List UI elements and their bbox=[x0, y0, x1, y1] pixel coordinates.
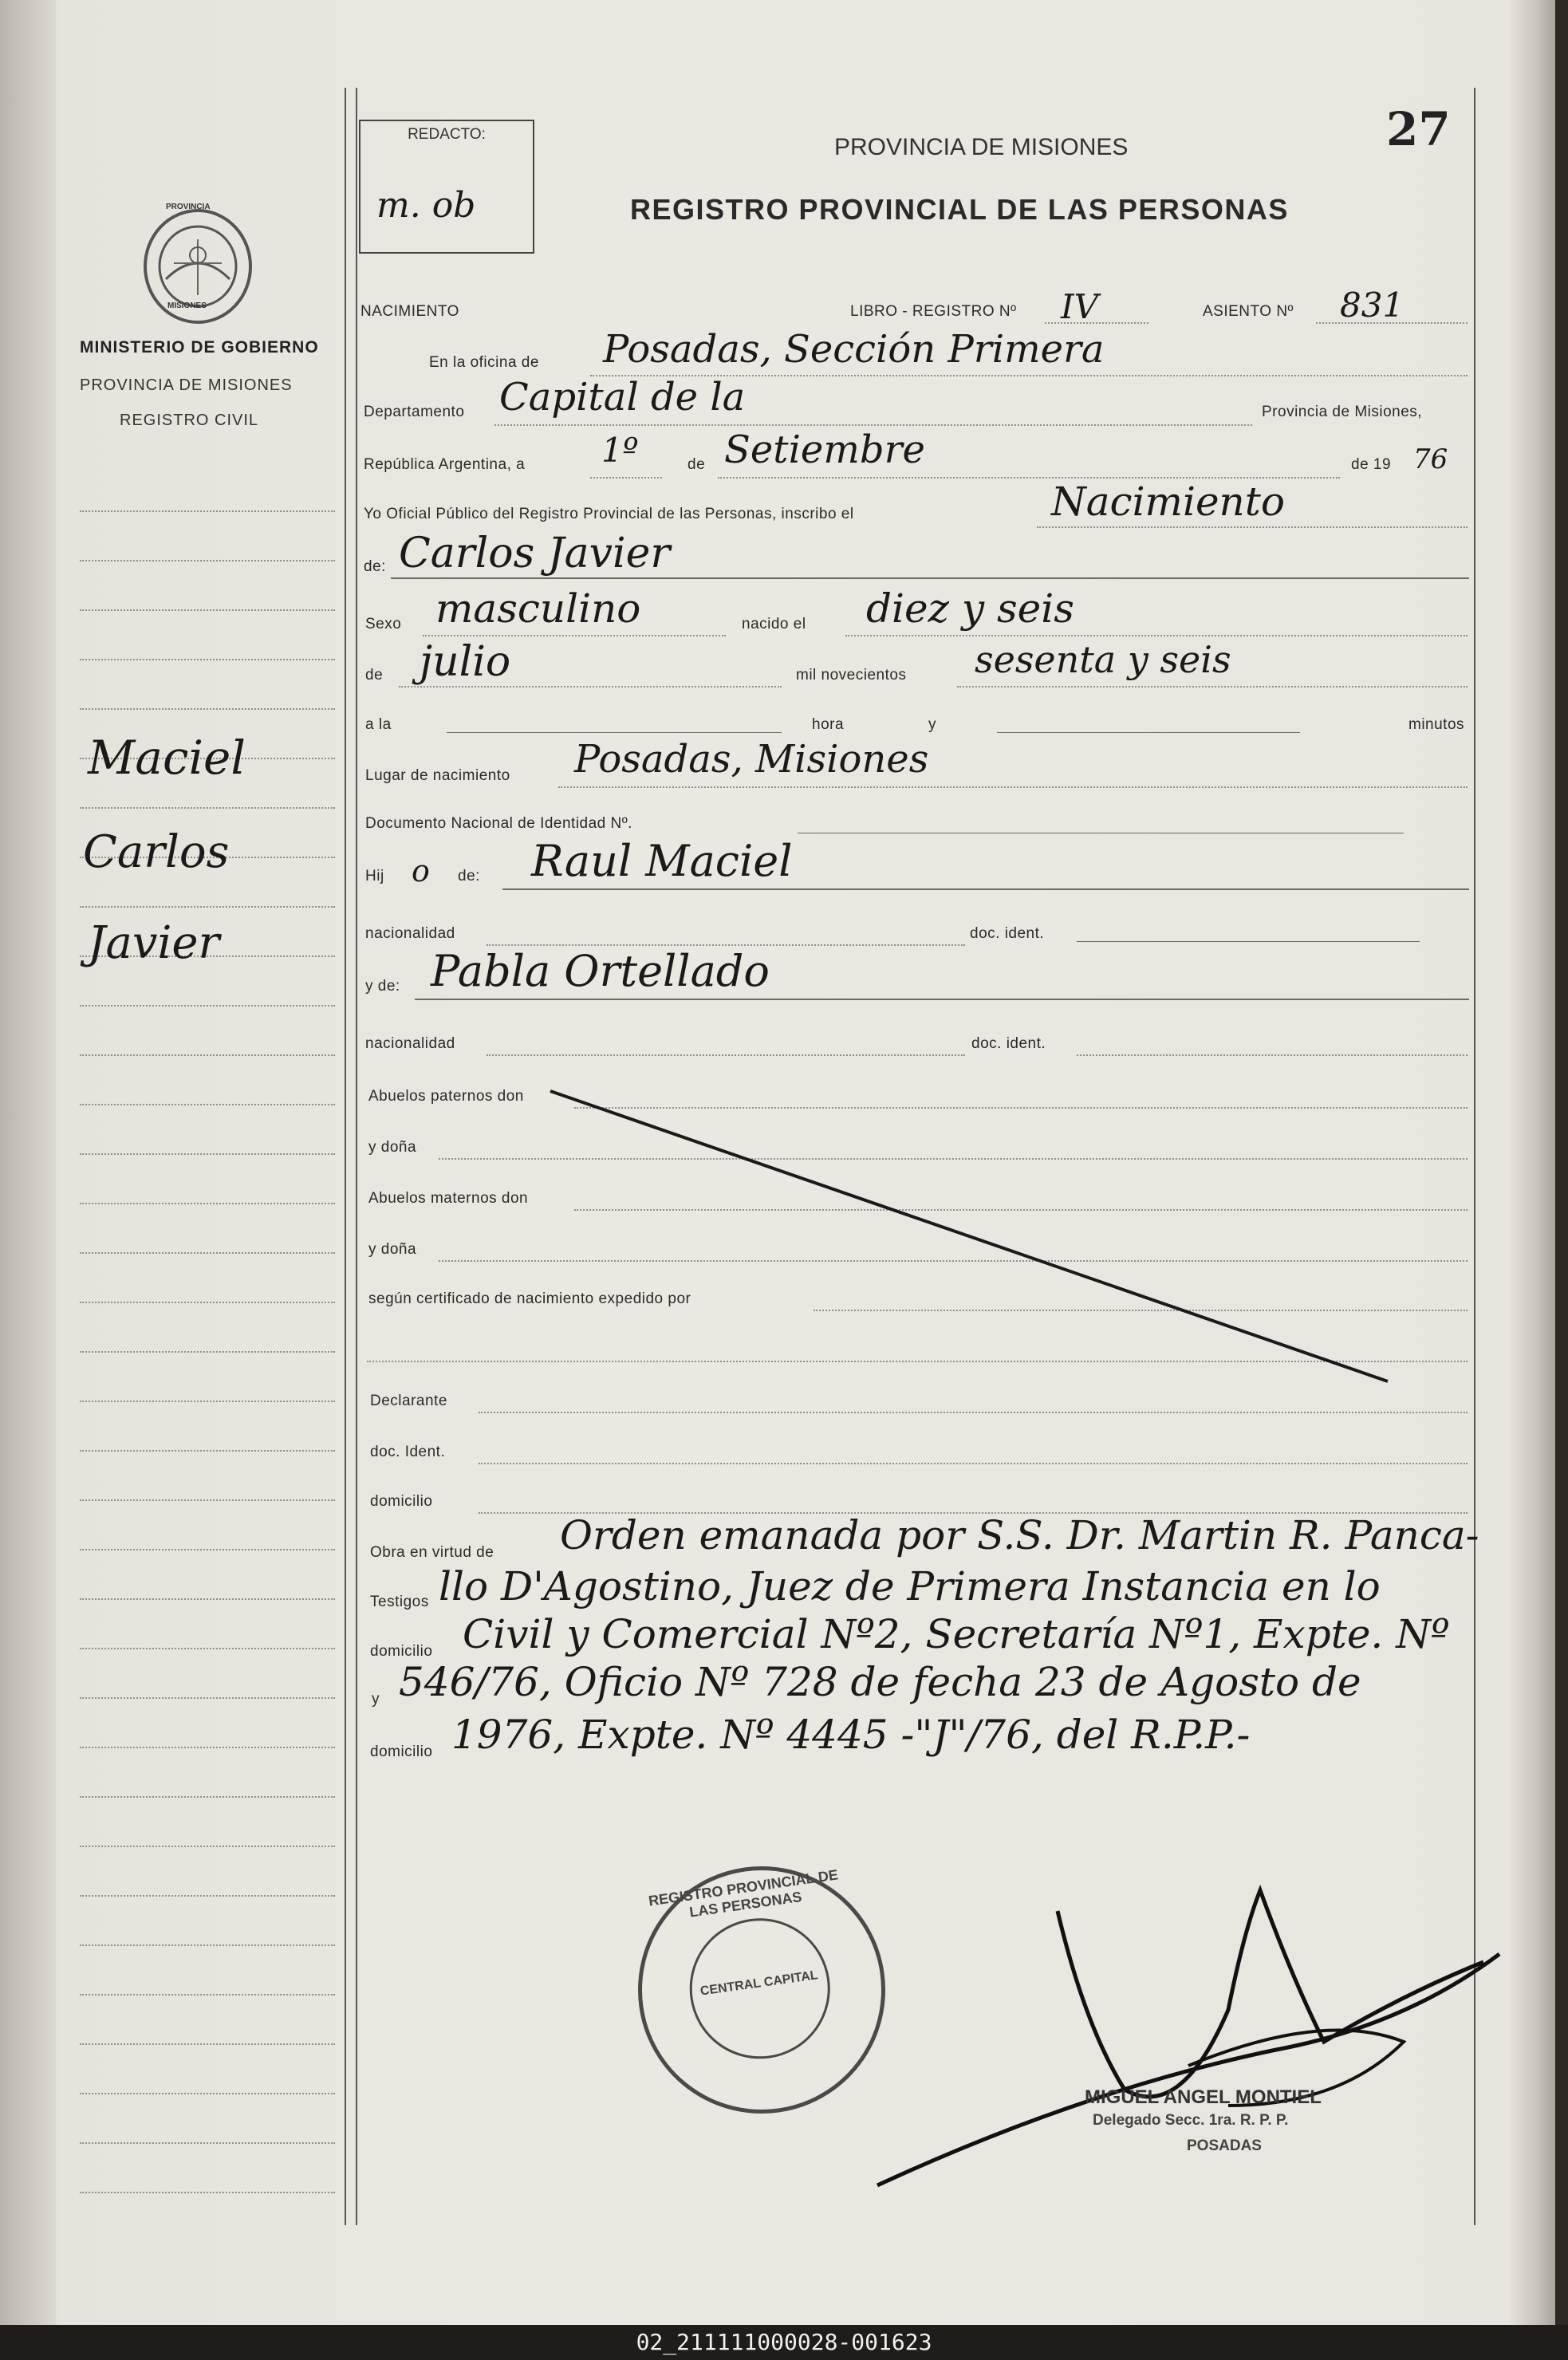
libro-dotline bbox=[1045, 322, 1148, 324]
doc-ident2-label: doc. ident. bbox=[971, 1035, 1046, 1052]
doc-ident-line bbox=[1077, 941, 1420, 942]
asiento-label: ASIENTO Nº bbox=[1203, 303, 1294, 320]
departamento-value: Capital de la bbox=[499, 375, 746, 420]
certificado-label: según certificado de nacimiento expedido por bbox=[368, 1290, 691, 1307]
padre-line bbox=[502, 888, 1469, 890]
madre-value: Pabla Ortellado bbox=[431, 946, 770, 996]
doc-ident2-dotline bbox=[1077, 1054, 1468, 1056]
obra-line-1: Orden emanada por S.S. Dr. Martin R. Panca- bbox=[560, 1512, 1479, 1558]
nacido-dotline bbox=[845, 635, 1468, 636]
margin-dotline bbox=[80, 1697, 335, 1699]
margin-dotline bbox=[80, 708, 335, 710]
nacimiento-label: NACIMIENTO bbox=[360, 303, 459, 320]
republica-label: República Argentina, a bbox=[364, 456, 526, 473]
hijo-de-label: de: bbox=[458, 868, 480, 885]
oficial-label: Yo Oficial Público del Registro Provincial de las Personas, inscribo el bbox=[364, 506, 854, 522]
nacido-label: nacido el bbox=[742, 616, 806, 632]
oficial-dotline bbox=[1037, 526, 1468, 528]
asiento-value: 831 bbox=[1340, 286, 1405, 325]
margin-dotline bbox=[80, 1796, 335, 1798]
seal-text-top: PROVINCIA bbox=[166, 203, 211, 211]
lugar-value: Posadas, Misiones bbox=[574, 737, 929, 782]
mes-nac-value: julio bbox=[420, 638, 511, 686]
domicilio2-label: domicilio bbox=[370, 1643, 433, 1660]
left-province-label: PROVINCIA DE MISIONES bbox=[80, 376, 293, 394]
margin-dotline bbox=[80, 609, 335, 611]
margin-dotline bbox=[80, 1252, 335, 1254]
strikethrough-line bbox=[542, 1085, 1404, 1388]
dia-value: 1º bbox=[601, 431, 639, 470]
page-number: 27 bbox=[1386, 102, 1451, 156]
margin-dotline bbox=[80, 659, 335, 660]
abuelos-m-label: Abuelos maternos don bbox=[368, 1190, 529, 1207]
declarante-label: Declarante bbox=[370, 1393, 447, 1409]
departamento-label: Departamento bbox=[364, 404, 465, 420]
ministry-label: MINISTERIO DE GOBIERNO bbox=[80, 338, 319, 357]
footer-filename: 02_211111000028-001623 bbox=[0, 2325, 1568, 2360]
anio-label: de 19 bbox=[1351, 456, 1392, 473]
y2-label: y bbox=[372, 1691, 380, 1708]
mes-nac-dotline bbox=[399, 686, 782, 688]
ydona2-label: y doña bbox=[368, 1241, 417, 1258]
margin-dotline bbox=[80, 2142, 335, 2144]
yde-label: y de: bbox=[365, 978, 400, 995]
margin-second-name: Javier bbox=[88, 917, 220, 969]
margin-dotline bbox=[80, 1351, 335, 1353]
margin-dotline bbox=[80, 1450, 335, 1452]
provincia-suffix: Provincia de Misiones, bbox=[1262, 404, 1423, 420]
civil-registry-label: REGISTRO CIVIL bbox=[120, 412, 259, 429]
margin-dotline bbox=[80, 1104, 335, 1105]
margin-dotline bbox=[80, 1895, 335, 1897]
declarante-dotline bbox=[479, 1412, 1468, 1413]
nacido-value: diez y seis bbox=[866, 585, 1074, 632]
doc-ident3-label: doc. Ident. bbox=[370, 1444, 446, 1460]
obra-line-4: 546/76, Oficio Nº 728 de fecha 23 de Agosto de bbox=[399, 1659, 1361, 1705]
obra-line-5: 1976, Expte. Nº 4445 -"J"/76, del R.P.P.- bbox=[451, 1712, 1251, 1758]
margin-dotline bbox=[80, 2093, 335, 2094]
margin-dotline bbox=[80, 1153, 335, 1155]
margin-dotline bbox=[80, 1846, 335, 1847]
anio-nac-value: sesenta y seis bbox=[975, 638, 1231, 681]
margin-dotline bbox=[80, 560, 335, 561]
nacionalidad-label: nacionalidad bbox=[365, 925, 455, 942]
margin-dotline bbox=[80, 807, 335, 809]
oficial-value: Nacimiento bbox=[1051, 479, 1285, 525]
dia-dotline bbox=[590, 477, 662, 479]
lugar-label: Lugar de nacimiento bbox=[365, 767, 510, 784]
margin-first-name: Carlos bbox=[83, 826, 230, 878]
signatory-city: POSADAS bbox=[1187, 2137, 1262, 2154]
sexo-value: masculino bbox=[435, 585, 641, 632]
libro-value: IV bbox=[1061, 287, 1098, 326]
domicilio1-label: domicilio bbox=[370, 1493, 433, 1510]
seal-text-bottom: MISIONES bbox=[167, 301, 207, 310]
padre-value: Raul Maciel bbox=[531, 836, 793, 886]
ydona1-label: y doña bbox=[368, 1139, 417, 1156]
margin-dotline bbox=[80, 1005, 335, 1007]
minutos-label: minutos bbox=[1408, 716, 1465, 733]
abuelos-p-label: Abuelos paternos don bbox=[368, 1088, 524, 1105]
mes-value: Setiembre bbox=[724, 427, 925, 472]
minutos-line bbox=[997, 732, 1300, 733]
hora-label: hora bbox=[812, 716, 845, 733]
anio-nac-dotline bbox=[957, 686, 1468, 688]
margin-dotline bbox=[80, 1499, 335, 1501]
margin-dotline bbox=[80, 510, 335, 512]
hijo-label: Hij bbox=[365, 868, 384, 885]
book-spine bbox=[0, 0, 56, 2325]
de2-label: de bbox=[365, 667, 384, 684]
ala-label: a la bbox=[365, 716, 392, 733]
obra-line-3: Civil y Comercial Nº2, Secretaría Nº1, Expte. Nº bbox=[463, 1611, 1450, 1657]
nacionalidad2-label: nacionalidad bbox=[365, 1035, 455, 1052]
margin-surname: Maciel bbox=[88, 731, 246, 785]
margin-dotline bbox=[80, 1549, 335, 1550]
margin-dotline bbox=[80, 2192, 335, 2193]
asiento-dotline bbox=[1316, 322, 1468, 324]
hora-line bbox=[447, 732, 782, 733]
frame-left-line-inner bbox=[356, 88, 357, 2225]
margin-dotline bbox=[80, 2043, 335, 2045]
dni-label: Documento Nacional de Identidad Nº. bbox=[365, 815, 632, 832]
margin-dotline bbox=[80, 1203, 335, 1204]
stamp-ring-text: REGISTRO PROVINCIAL DE LAS PERSONAS bbox=[647, 1866, 840, 1921]
stamp-inner-circle bbox=[680, 1909, 839, 2068]
lugar-dotline bbox=[558, 786, 1468, 788]
doc-ident3-dotline bbox=[479, 1463, 1468, 1464]
obra-label: Obra en virtud de bbox=[370, 1544, 494, 1561]
mil-label: mil novecientos bbox=[796, 667, 907, 684]
nacionalidad2-dotline bbox=[487, 1054, 965, 1056]
hijo-o: o bbox=[412, 853, 430, 888]
y-label: y bbox=[928, 716, 936, 733]
margin-dotline bbox=[80, 1401, 335, 1402]
margin-dotline bbox=[80, 1994, 335, 1996]
doc-ident-label: doc. ident. bbox=[970, 925, 1045, 942]
domicilio3-label: domicilio bbox=[370, 1743, 433, 1760]
libro-label: LIBRO - REGISTRO Nº bbox=[850, 303, 1017, 320]
signatory-name: MIGUEL ANGEL MONTIEL bbox=[1085, 2086, 1322, 2108]
sexo-dotline bbox=[423, 635, 726, 636]
frame-left-line bbox=[345, 88, 346, 2225]
signatory-title: Delegado Secc. 1ra. R. P. P. bbox=[1093, 2112, 1289, 2129]
margin-dotline bbox=[80, 1054, 335, 1056]
province-heading: PROVINCIA DE MISIONES bbox=[834, 134, 1129, 160]
registry-heading: REGISTRO PROVINCIAL DE LAS PERSONAS bbox=[630, 193, 1289, 226]
obra-line-2: llo D'Agostino, Juez de Primera Instancia en lo bbox=[439, 1563, 1381, 1609]
margin-dotline bbox=[80, 1302, 335, 1303]
stamp-center-text: CENTRAL CAPITAL bbox=[699, 1968, 819, 1999]
sexo-label: Sexo bbox=[365, 616, 402, 632]
nombre-value: Carlos Javier bbox=[399, 530, 671, 577]
nombre-line bbox=[391, 577, 1469, 579]
margin-dotline bbox=[80, 1747, 335, 1748]
de-nombre-label: de: bbox=[364, 558, 386, 575]
margin-dotline bbox=[80, 906, 335, 908]
margin-dotline bbox=[80, 1598, 335, 1600]
anio-value: 76 bbox=[1413, 443, 1448, 475]
margin-dotline bbox=[80, 1944, 335, 1946]
redacto-value: m. ob bbox=[376, 185, 476, 226]
redacto-box bbox=[359, 120, 534, 254]
testigos-label: Testigos bbox=[370, 1594, 429, 1610]
madre-line bbox=[415, 999, 1469, 1000]
redacto-label: REDACTO: bbox=[408, 126, 486, 143]
oficina-label: En la oficina de bbox=[429, 354, 539, 371]
oficina-value: Posadas, Sección Primera bbox=[603, 327, 1105, 372]
margin-dotline bbox=[80, 1648, 335, 1649]
departamento-dotline bbox=[494, 424, 1252, 426]
de-label: de bbox=[687, 456, 706, 473]
